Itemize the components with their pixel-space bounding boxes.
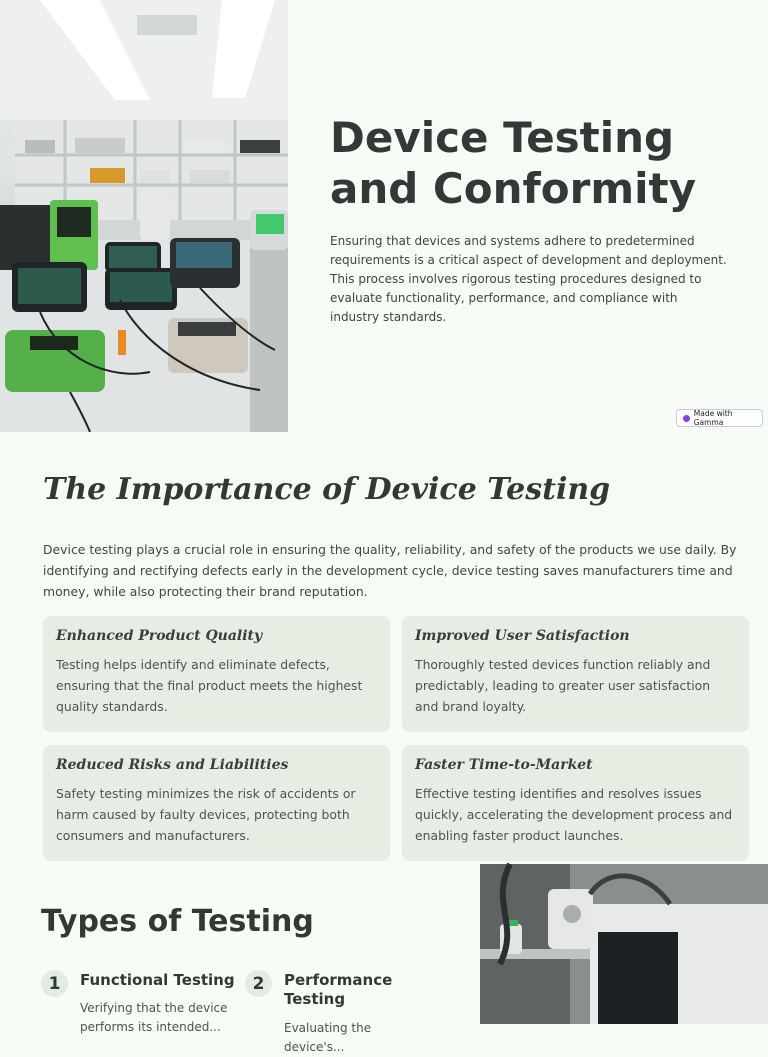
type-title: Functional Testing xyxy=(80,971,235,989)
lab-blurred-photo xyxy=(480,864,768,1024)
card-user-satisfaction xyxy=(402,616,749,732)
card-title: Improved User Satisfaction xyxy=(415,628,630,644)
section-intro: Device testing plays a crucial role in ensuring the quality, reliability, and safety of the products we use daily. By identifying and rectifying defects early in the development cycle, device testing saves manufacturers time and money, while also protecting their brand reputation. xyxy=(43,542,737,599)
gamma-badge-label: Made with Gamma xyxy=(693,409,733,427)
card-text: Testing helps identify and eliminate defects, ensuring that the final product meets the highest quality standards. xyxy=(56,657,363,714)
title-slide xyxy=(0,0,768,432)
made-with-gamma-badge[interactable] xyxy=(676,409,763,427)
importance-slide xyxy=(0,432,768,864)
step-number-badge: 1 xyxy=(41,970,68,997)
lab-equipment-photo xyxy=(0,0,288,432)
step-number-badge: 2 xyxy=(245,970,272,997)
hero-description: Ensuring that devices and systems adhere to predetermined requirements is a critical aspect of development and deployment. This process involves rigorous testing procedures designed to evaluate functionality, performance, and compliance with industry standards. xyxy=(330,234,727,324)
type-text: Evaluating the device's... xyxy=(284,1021,372,1054)
card-reduced-risks xyxy=(43,745,390,861)
gamma-logo-icon xyxy=(683,415,690,422)
card-text: Effective testing identifies and resolves issues quickly, accelerating the development process and enabling faster product launches. xyxy=(415,786,733,843)
card-enhanced-quality xyxy=(43,616,390,732)
section-title: The Importance of Device Testing xyxy=(43,472,611,507)
card-title: Reduced Risks and Liabilities xyxy=(56,757,289,773)
card-text: Thoroughly tested devices function reliably and predictably, leading to greater user satisfaction and brand loyalty. xyxy=(415,657,711,714)
section-title: Types of Testing xyxy=(41,904,314,939)
type-title: Performance Testing xyxy=(284,971,393,1008)
card-text: Safety testing minimizes the risk of accidents or harm caused by faulty devices, protecting both consumers and manufacturers. xyxy=(56,786,356,843)
page-title: Device Testing and Conformity xyxy=(330,113,696,213)
card-faster-time-to-market xyxy=(402,745,749,861)
types-slide xyxy=(0,864,768,1054)
card-title: Enhanced Product Quality xyxy=(56,628,263,644)
card-title: Faster Time-to-Market xyxy=(415,757,593,773)
type-text: Verifying that the device performs its intended... xyxy=(80,1001,228,1034)
